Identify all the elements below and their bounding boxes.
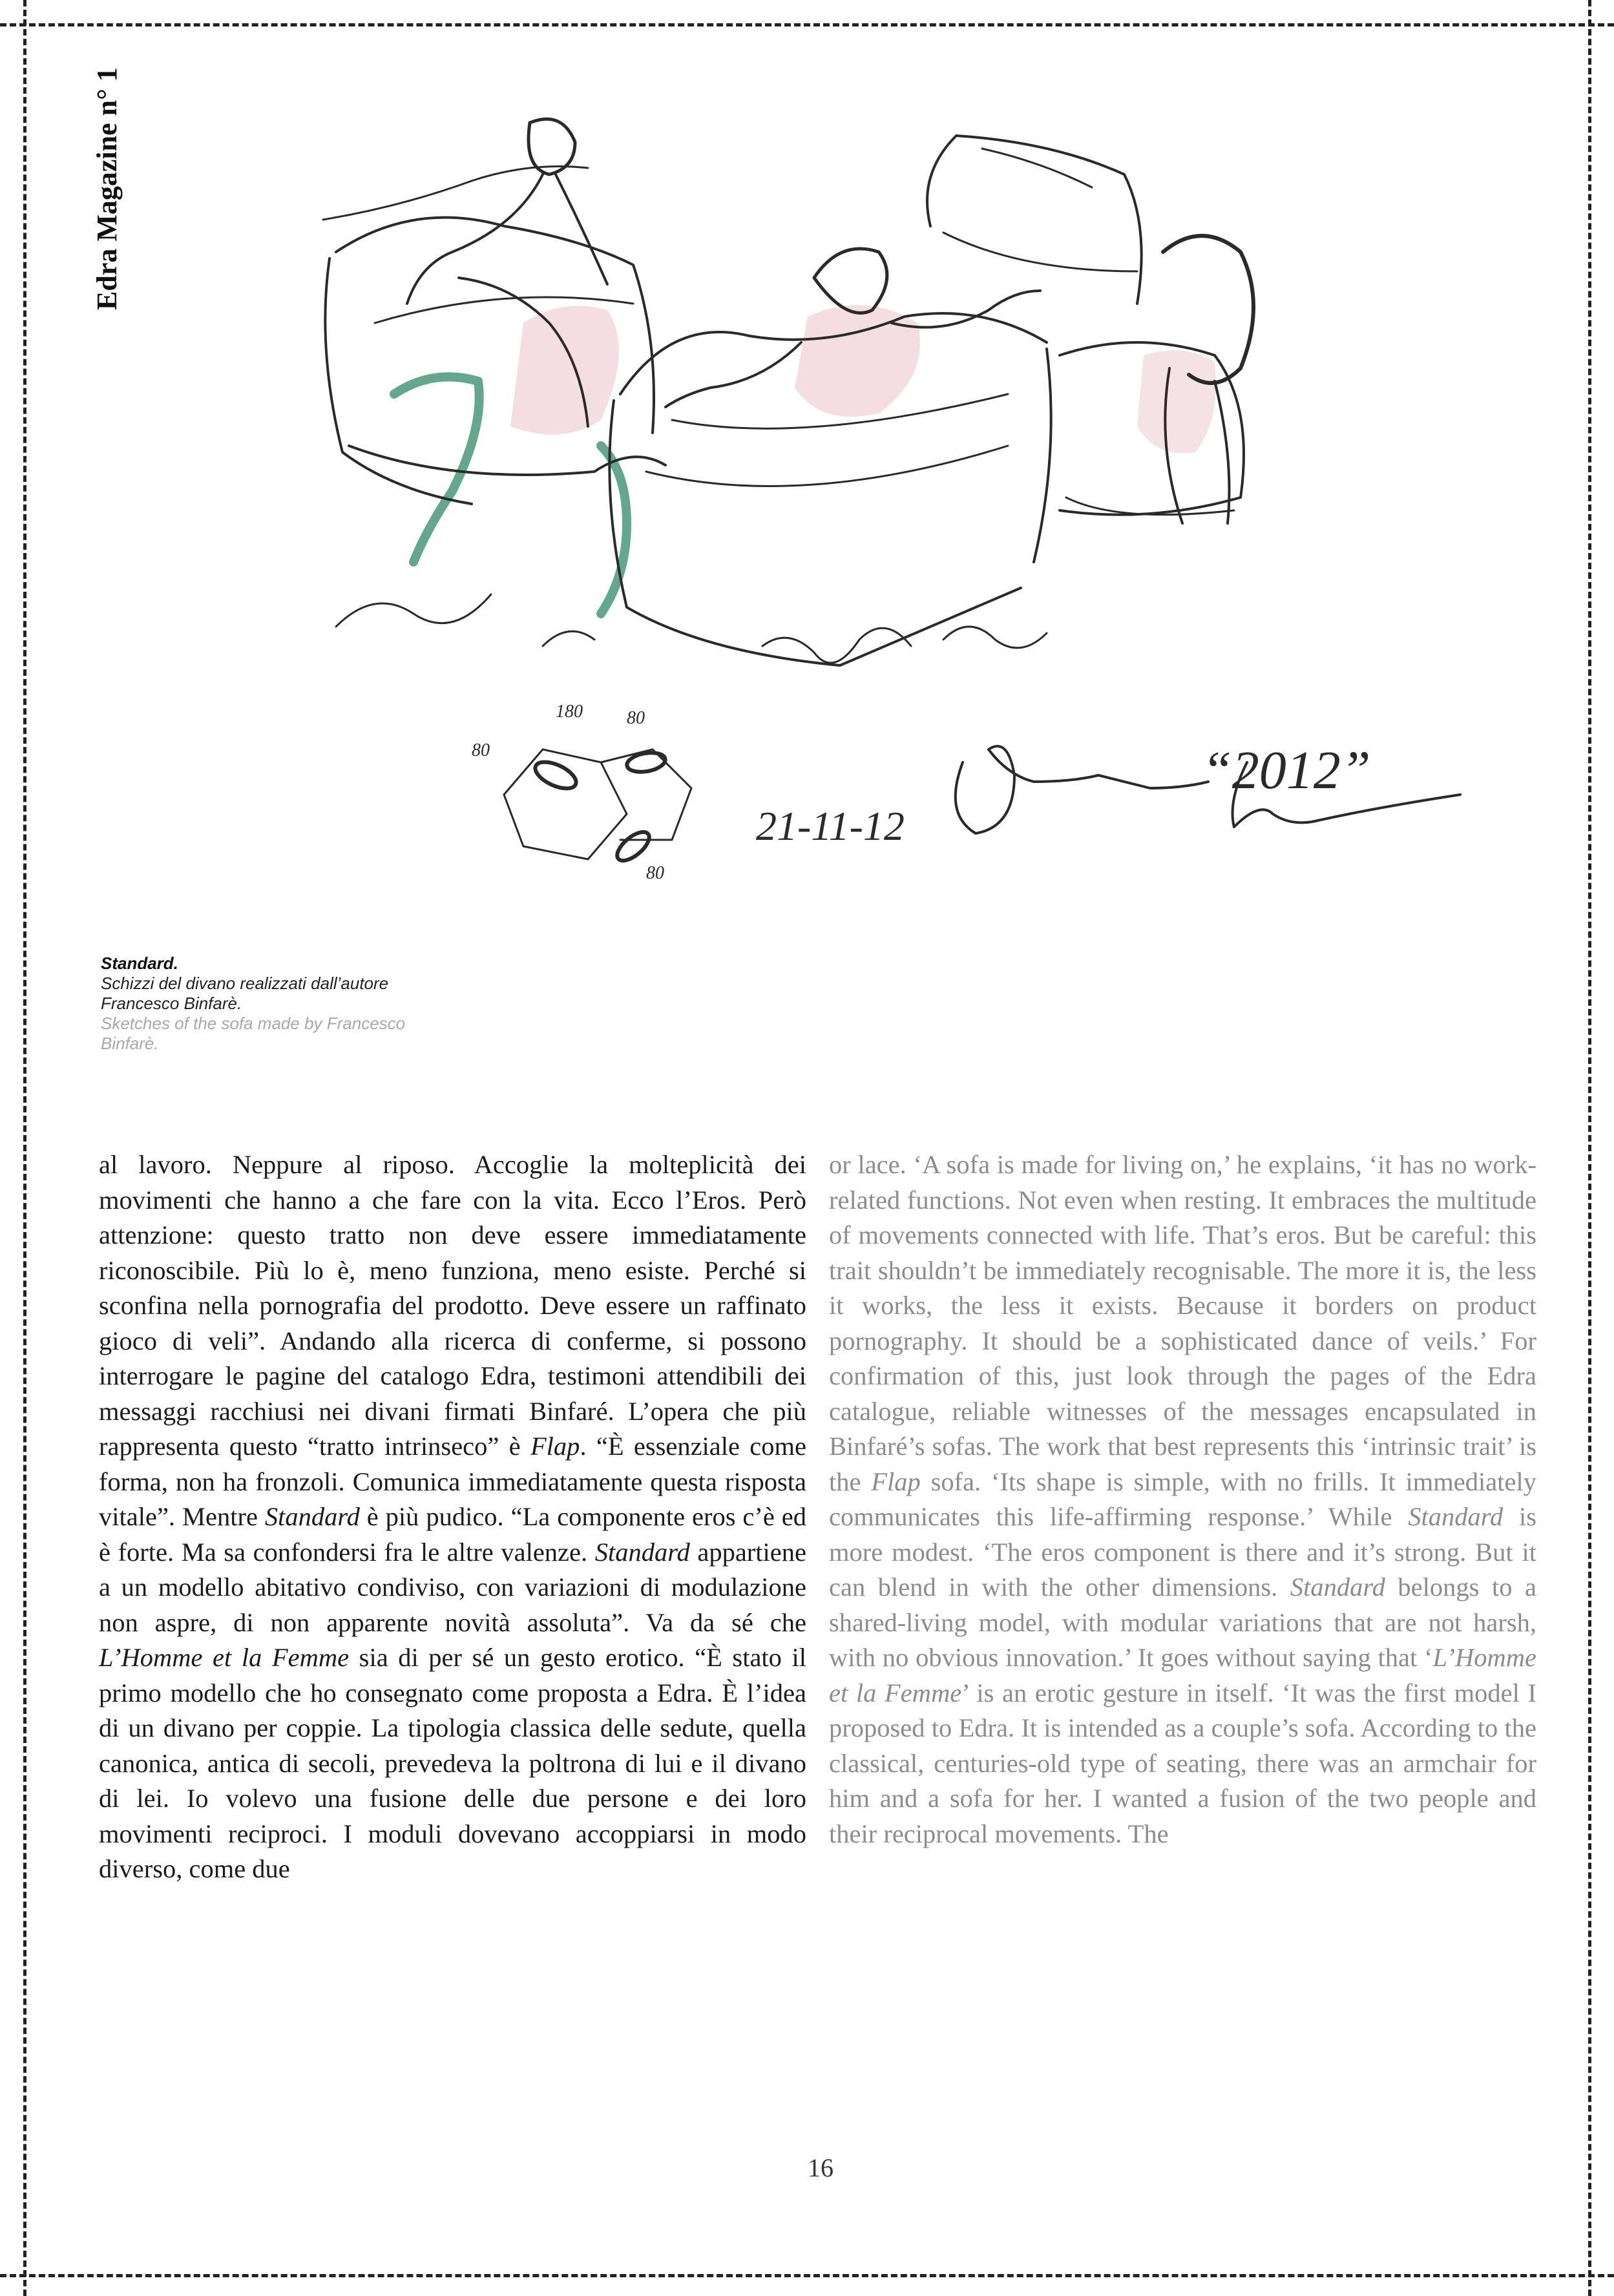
cut-line-bottom: [0, 2274, 1614, 2277]
english-paragraph: or lace. ‘A sofa is made for living on,’ he explains, ‘it has no work-related functions. Not even when resting. It embraces the multitude of movements connected with life. That’s eros. But be careful: this trait shouldn’t be immediately recognisable. The more it is, the less it works, the less it exists. Because it borders on product pornography. It should be a sophisticated dance of veils.’ For confirmation of this, just look through the pages of the Edra catalogue, reliable witnesses of the messages encapsulated in Binfaré’s sofas. The work that best represents this ‘intrinsic trait’ is the Flap sofa. ‘Its shape is simple, with no frills. It immediately communicates this life-affirming response.’ While Standard is more modest. ‘The eros component is there and it’s strong. But it can blend in with the other dimensions. Standard belongs to a shared-living model, with modular variations that are not harsh, with no obvious innovation.’ It goes without saying that ‘L’Homme et la Femme’ is an erotic gesture in itself. ‘It was the first model I proposed to Edra. It is intended as a couple’s sofa. According to the classical, centuries-old type of seating, there was an armchair for him and a sofa for her. I wanted a fusion of the two people and their reciprocal movements. The: [829, 1150, 1536, 1848]
signature-date: 21-11-12: [756, 803, 905, 849]
caption-italian: Schizzi del divano realizzati dall’autore Francesco Binfarè.: [101, 974, 389, 1013]
caption-title: Standard.: [101, 954, 178, 973]
cut-line-top: [0, 23, 1614, 26]
cut-line-right: [1588, 0, 1591, 2296]
sofa-sketch: [310, 110, 1486, 963]
running-head: Edra Magazine n° 1: [91, 67, 123, 310]
angle-label: 80: [627, 708, 645, 728]
angle-label: 80: [646, 863, 664, 883]
angle-label: 80: [472, 740, 490, 760]
italian-paragraph: al lavoro. Neppure al riposo. Accoglie la molteplicità dei movimenti che hanno a che fare con la vita. Ecco l’Eros. Però attenzione: questo tratto non deve essere immediatamente riconoscibile. Più lo è, meno funziona, meno esiste. Perché si sconfina nella pornografia del prodotto. Deve essere un raffinato gioco di veli”. Andando alla ricerca di conferme, si possono interrogare le pagine del catalogo Edra, testimoni attendibili dei messaggi racchiusi nei divani firmati Binfaré. L’opera che più rappresenta questo “tratto intrinseco” è Flap. “È essenziale come forma, non ha fronzoli. Comunica immediatamente questa risposta vitale”. Mentre Standard è più pudico. “La componente eros c’è ed è forte. Ma sa confondersi fra le altre valenze. Standard appartiene a un modello abitativo condiviso, con variazioni di modulazione non aspre, di non apparente novità assoluta”. Va da sé che L’Homme et la Femme sia di per sé un gesto erotico. “È stato il primo modello che ho consegnato come proposta a Edra. È l’idea di un divano per coppie. La tipologia classica delle sedute, quella canonica, antica di secoli, prevedeva la poltrona di lui e il divano di lei. Io volevo una fusione delle due persone e dei loro movimenti reciproci. I moduli dovevano accoppiarsi in modo diverso, come due: [99, 1150, 807, 1883]
body-column-italian: [99, 1147, 806, 1887]
angle-label: 180: [556, 702, 583, 722]
cut-line-left: [23, 0, 26, 2296]
sketch-date: “2012”: [1202, 740, 1371, 800]
page-number: 16: [808, 2153, 833, 2182]
body-column-english: [829, 1147, 1536, 1852]
figure-caption: [101, 954, 463, 1054]
caption-english: Sketches of the sofa made by Francesco Binfarè.: [101, 1014, 406, 1053]
